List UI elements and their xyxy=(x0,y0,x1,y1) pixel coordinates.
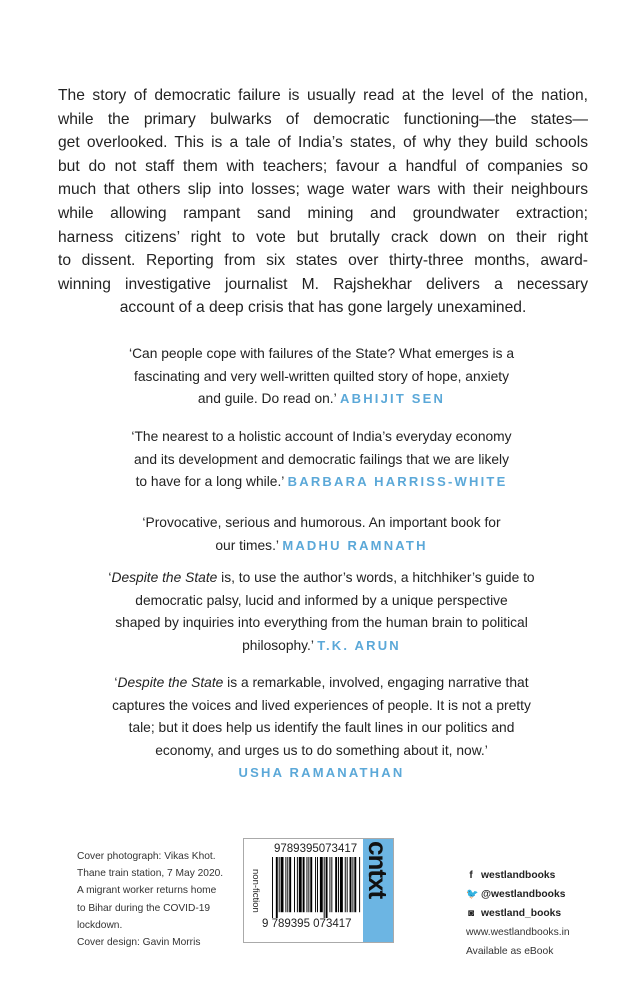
blurb-line: harness citizens’ right to vote but brutally crack down on their right xyxy=(58,228,588,246)
isbn-top: 9789395073417 xyxy=(274,843,358,855)
quote-barbara-harriss-white xyxy=(40,426,603,494)
blurb-line: The story of democratic failure is usually read at the level of the nation, xyxy=(58,87,588,104)
barcode-box xyxy=(243,838,394,943)
blurb-line: while the primary bulwarks of democratic functioning—the states— xyxy=(58,110,588,128)
quote-madhu-ramnath xyxy=(40,512,603,557)
quote-usha-ramanathan xyxy=(40,672,603,785)
facebook-link[interactable] xyxy=(466,866,570,885)
quote-line: ‘Can people cope with failures of the State? What emerges is a xyxy=(129,346,514,361)
twitter-icon: 🐦 xyxy=(466,889,479,900)
quote-author: MADHU RAMNATH xyxy=(282,537,428,553)
barcode-bar xyxy=(338,857,339,912)
quote-line: philosophy.’ xyxy=(242,637,318,653)
quote-line: ‘Provocative, serious and humorous. An important book for xyxy=(142,515,501,530)
blurb-line: while allowing rampant sand mining and groundwater extraction; xyxy=(58,204,588,222)
barcode-bar xyxy=(354,857,356,912)
quote-line: our times.’ xyxy=(215,537,283,553)
barcode-bars xyxy=(272,857,362,919)
quote-line: to have for a long while.’ xyxy=(135,474,288,490)
instagram-link[interactable] xyxy=(466,904,570,923)
quote-line: and its development and democratic failings that we are likely xyxy=(133,451,509,467)
quote-line: is a remarkable, involved, engaging narrative that xyxy=(223,675,529,690)
quote-line: ‘ xyxy=(108,570,112,585)
barcode-bar xyxy=(340,857,343,912)
quote-author: USHA RAMANATHAN xyxy=(238,765,405,781)
barcode-bar xyxy=(335,857,337,912)
barcode-bar xyxy=(297,857,298,912)
quote-line: economy, and urges us to do something about it, now.’ xyxy=(155,742,488,758)
credit-line: Cover photograph: Vikas Khot. xyxy=(77,851,216,862)
cover-credits xyxy=(77,848,223,951)
barcode-bar xyxy=(279,857,280,912)
quote-line: shaped by inquiries into everything from the human brain to political xyxy=(115,615,528,631)
barcode-bar xyxy=(299,857,302,912)
quote-line: ‘ xyxy=(114,675,118,690)
barcode-bar xyxy=(306,857,307,912)
twitter-handle: @westlandbooks xyxy=(481,889,566,900)
barcode-bar xyxy=(345,857,346,912)
barcode-bar xyxy=(347,857,348,912)
website-link[interactable]: www.westlandbooks.in xyxy=(466,927,570,938)
facebook-handle: westlandbooks xyxy=(481,870,556,881)
barcode-bar xyxy=(350,857,352,912)
blurb-line: much that others slip into losses; wage water wars with their neighbours xyxy=(58,181,588,199)
quote-tk-arun xyxy=(40,567,603,657)
book-title: Despite the State xyxy=(111,570,218,585)
barcode-bar xyxy=(329,857,330,912)
brand-text: cntxt xyxy=(363,841,393,899)
barcode-bar xyxy=(281,857,284,912)
blurb-line: to dissent. Reporting from six states over thirty-three months, award- xyxy=(58,252,588,270)
instagram-handle: westland_books xyxy=(481,908,562,919)
social-links xyxy=(466,866,570,961)
blurb-line: winning investigative journalist M. Rajshekhar delivers a necessary xyxy=(58,275,588,293)
blurb-line: get overlooked. This is a tale of India’s states, of why they build schools xyxy=(58,134,588,152)
ebook-note: Available as eBook xyxy=(466,946,554,957)
quote-line: and guile. Do read on.’ xyxy=(197,391,341,407)
quote-abhijit-sen xyxy=(40,343,603,411)
facebook-icon: f xyxy=(469,870,473,881)
quote-line: tale; but it does help us identify the fault lines in our politics and xyxy=(128,720,515,736)
instagram-icon: ◙ xyxy=(467,908,475,919)
publisher-logo xyxy=(363,839,393,942)
barcode-bar xyxy=(315,857,316,912)
barcode-bar xyxy=(320,857,323,912)
barcode-bar xyxy=(310,857,312,912)
blurb-line: but do not staff them with teachers; favour a handful of companies so xyxy=(58,157,588,175)
credit-line: to Bihar during the COVID-19 xyxy=(77,902,211,914)
blurb xyxy=(58,84,588,320)
credit-line: lockdown. xyxy=(77,919,123,931)
barcode-bar xyxy=(294,857,295,912)
barcode-bar xyxy=(287,857,288,912)
credit-line: A migrant worker returns home xyxy=(77,885,217,897)
blurb-line: account of a deep crisis that has gone largely unexamined. xyxy=(119,299,527,317)
barcode-bar xyxy=(308,857,309,912)
barcode-bar xyxy=(359,857,360,912)
barcode-bar xyxy=(303,857,305,912)
credit-line: Thane train station, 7 May 2020. xyxy=(77,868,224,880)
credit-line: Cover design: Gavin Morris xyxy=(77,937,201,949)
category-label: non-fiction xyxy=(250,869,261,913)
barcode-bar xyxy=(317,857,318,912)
quote-line: captures the voices and lived experiences of people. It is not a pretty xyxy=(112,697,531,713)
barcode-bar xyxy=(352,857,353,912)
barcode-bar xyxy=(272,857,273,919)
isbn-bottom: 9 789395 073417 xyxy=(262,918,352,930)
quote-line: ‘The nearest to a holistic account of India’s everyday economy xyxy=(131,429,512,444)
quote-author: BARBARA HARRISS-WHITE xyxy=(287,474,508,490)
twitter-link[interactable] xyxy=(466,885,570,904)
barcode-bar xyxy=(289,857,291,912)
quote-author: T.K. ARUN xyxy=(317,637,401,653)
quote-line: is, to use the author’s words, a hitchhiker’s guide to xyxy=(217,570,535,585)
barcode-bar xyxy=(324,857,325,919)
barcode-bar xyxy=(326,857,328,919)
barcode-bar xyxy=(331,857,332,912)
quote-line: fascinating and very well-written quilted story of hope, anxiety xyxy=(133,368,509,384)
barcode-bar xyxy=(276,857,278,919)
quote-line: democratic palsy, lucid and informed by a unique perspective xyxy=(135,592,508,608)
barcode-bar xyxy=(285,857,286,912)
quote-author: ABHIJIT SEN xyxy=(340,391,446,407)
book-title: Despite the State xyxy=(117,675,224,690)
